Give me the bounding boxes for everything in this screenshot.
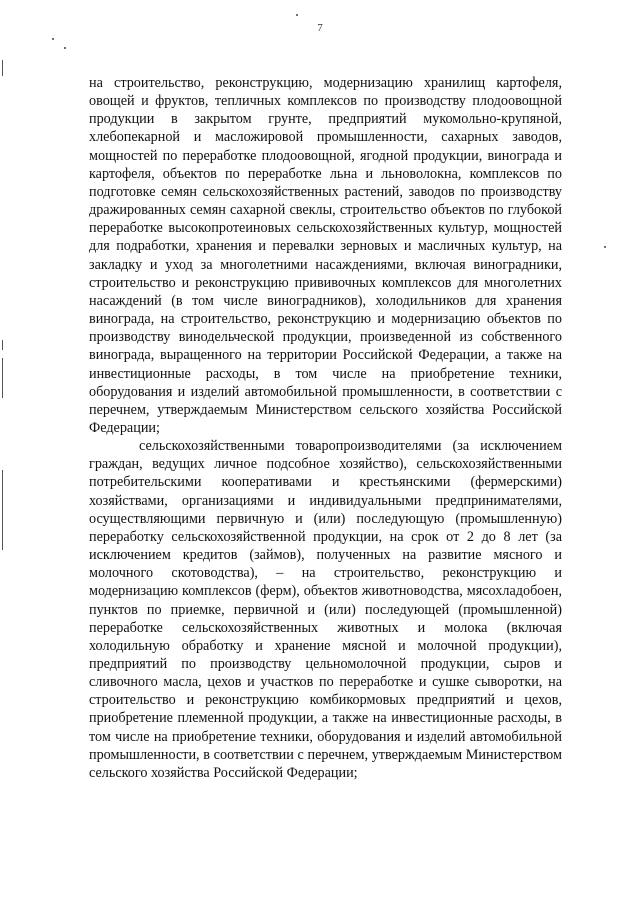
scan-speck [64, 47, 66, 49]
scan-edge-mark [2, 60, 3, 76]
document-body [89, 74, 562, 782]
scan-edge-mark [2, 470, 3, 550]
body-paragraph: сельскохозяйственными товаропроизводителями (за исключением граждан, ведущих личное подсобное хозяйство), сельскохозяйственными потребительскими кооперативами и крестьянскими (фермерскими) хозяйствами, организациями и индивидуальными предпринимателями, осуществляющими первичную и (или) последующую (промышленную) переработку сельскохозяйственной продукции, на срок от 2 до 8 лет (за исключением кредитов (займов), полученных на развитие мясного и молочного скотоводства), – на строительство, реконструкцию и модернизацию комплексов (ферм), объектов животноводства, мясохладобоен, пунктов по приемке, первичной и (или) последующей (промышленной) переработке сельскохозяйственных животных и молока (включая холодильную обработку и хранение мясной и молочной продукции), предприятий по производству цельномолочной продукции, сыров и сливочного масла, цехов и участков по переработке и сушке сыворотки, на строительство и реконструкцию комбикормовых предприятий и цехов, приобретение племенной продукции, а также на инвестиционные расходы, в том числе на приобретение техники, оборудования и изделий автомобильной промышленности, в соответствии с перечнем, утверждаемым Министерством сельского хозяйства Российской Федерации; [89, 438, 562, 781]
scan-speck [52, 38, 54, 40]
scan-speck [296, 14, 298, 16]
scan-speck [604, 246, 606, 248]
scan-edge-mark [2, 340, 3, 350]
body-paragraph: на строительство, реконструкцию, модернизацию хранилищ картофеля, овощей и фруктов, тепличных комплексов по производству плодоовощной продукции в закрытом грунте, предприятий мукомольно-крупяной, хлебопекарной и масложировой промышленности, сахарных заводов, мощностей по переработке плодоовощной, ягодной продукции, винограда и картофеля, объектов по переработке льна и льноволокна, комплексов по подготовке семян сельскохозяйственных растений, заводов по производству дражированных семян сахарной свеклы, строительство объектов по глубокой переработке высокопротеиновых сельскохозяйственных культур, мощностей для подработки, хранения и перевалки зерновых и масличных культур, на закладку и уход за многолетними насаждениями, включая виноградники, строительство и реконструкцию прививочных комплексов для многолетних насаждений (в том числе виноградников), холодильников для хранения винограда, на строительство, реконструкцию и модернизацию объектов по производству винодельческой продукции, произведенной из собственного винограда, выращенного на территории Российской Федерации, а также на инвестиционные расходы, в том числе на приобретение техники, оборудования и изделий автомобильной промышленности, в соответствии с перечнем, утверждаемым Министерством сельского хозяйства Российской Федерации; [89, 75, 562, 436]
page-number: 7 [317, 22, 323, 34]
scan-edge-mark [2, 358, 3, 398]
